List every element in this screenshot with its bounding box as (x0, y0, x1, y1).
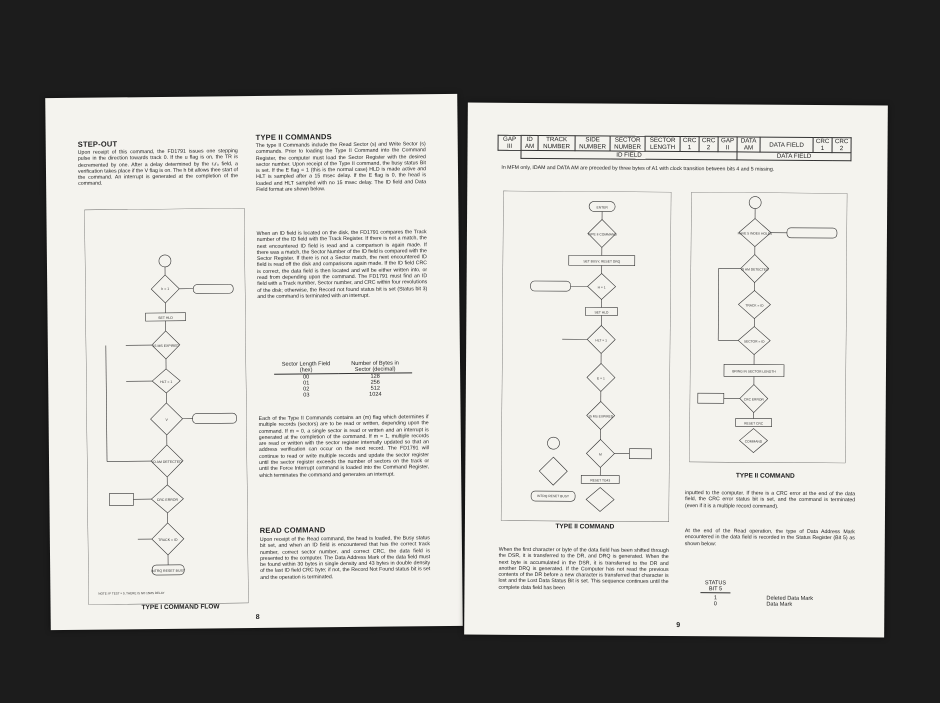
mfm-note: In MFM only, IDAM and DATA AM are preceded by three bytes of A1 with clock transition between bits 4 and 5 missing. (501, 164, 775, 173)
format-cell: GAP II (718, 137, 737, 152)
manual-page-9 (464, 103, 888, 638)
svg-text:INTRQ RESET BUSY: INTRQ RESET BUSY (151, 568, 186, 574)
svg-text:BRING IN SECTOR LENGTH: BRING IN SECTOR LENGTH (732, 369, 776, 374)
type2-caption-right: TYPE II COMMAND (735, 472, 795, 480)
format-cell: DATA AM (737, 137, 760, 152)
format-cell: TRACK NUMBER (538, 136, 575, 151)
format-cell: CRC 2 (832, 138, 851, 153)
svg-text:INTRQ RESET BUSY: INTRQ RESET BUSY (537, 494, 570, 499)
sector-length-cell: 00 (303, 374, 310, 381)
bytes-cell: 256 (370, 379, 380, 386)
sector-length-cell: 02 (303, 386, 310, 393)
id-field-label: ID FIELD (521, 150, 737, 160)
type2-flowchart-left (501, 191, 671, 522)
stepout-heading: STEP-OUT (77, 139, 118, 149)
format-cell: GAP III (498, 135, 521, 150)
bytes-header: Number of Bytes in Sector (decimal) (338, 360, 412, 373)
status-meaning: Data Mark (766, 601, 793, 608)
status-value: 1 (713, 595, 717, 602)
status-value: 0 (713, 601, 717, 608)
manual-page-8 (45, 94, 463, 630)
format-cell: SECTOR NUMBER (610, 136, 645, 151)
svg-text:SET HLD: SET HLD (594, 310, 609, 315)
type2-caption-left: TYPE II COMMAND (555, 523, 615, 531)
type2-para-3: Each of the Type II Commands contains an (m) flag which determines if multiple records (sectors) are to be read or written, depending upon the command. If m = 0, a single sector is read or written and an interrupt is generated at the completion of the command. If m = 1, multiple records are read or written with the sector register internally updated so that an address verification can occur on the next record. The FD1791 will continue to read or write multiple records and update the sector register until the sector register exceeds the number of sectors on the track or until the Force Interrupt command is loaded into the Command Register, which terminates the command and generates an interrupt. (258, 414, 430, 479)
format-cell: CRC 1 (813, 137, 832, 152)
svg-text:TRACK = ID: TRACK = ID (158, 537, 178, 543)
flow-caption: TYPE I COMMAND FLOW (141, 603, 220, 612)
svg-text:NOTE: IF TEST = 0, THERE IS NO: NOTE: IF TEST = 0, THERE IS NO 15MS DELAY (98, 590, 165, 596)
read-body-left: When the first character or byte of the data field has been shifted through the DSR, it is transferred to the DR, and DRQ is generated. When the next byte is accumulated in the DSR, it is transferred to the DR and another DRQ is generated. If the Computer has not read the previous contents of the DR before a new character is transferred that character is lost and the Lost Data Status Bit is set. This sequence continues until the complete data field has been (498, 546, 669, 592)
svg-text:CRC ERROR: CRC ERROR (156, 497, 179, 503)
format-cell: CRC 1 (680, 137, 699, 152)
svg-text:CRC ERROR: CRC ERROR (743, 397, 764, 402)
read-body-right-2: At the end of the Read operation, the type of Data Address Mark encountered in the data field is recorded in the Status Register (Bit 5) as shown below: (684, 528, 855, 547)
svg-text:V: V (165, 417, 168, 422)
sector-length-header: Sector Length Field (hex) (274, 361, 338, 374)
status-bit5-table (700, 580, 850, 608)
svg-text:SECTOR = ID: SECTOR = ID (743, 339, 765, 344)
sector-length-cell: 03 (303, 392, 310, 399)
format-cell: SIDE NUMBER (575, 136, 610, 151)
status-header: STATUS BIT 5 (700, 580, 730, 593)
svg-text:COMMAND: COMMAND (744, 439, 763, 444)
type2-para-2: When an ID field is located on the disk, the FD1791 compares the Track number of the ID field with the Track Register. If there is not a match, the next encountered ID field is read and a comparison is again made. If there was a match, the Sector Number of the ID field is compared with the Sector Register. If there is not a Sector match, the next encountered ID field is read off the disk and comparisons again made. If the ID field CRC is correct, the data field is then located and will be either written into, or read from depending upon the command. The FD1791 must find an ID field with a Track number, Sector number, and CRC within four revolutions of the disk; otherwise, the Record not found status bit is set (Status bit 3) and the command is terminated with an interrupt. (256, 229, 428, 300)
page-number: 9 (676, 622, 681, 630)
stepout-text: Upon receipt of this command, the FD1791 issues one stepping pulse in the direction towards track 0. If the u flag is on, the TR is decremented by one. After a delay determined by the r₁r₀ field, a verification takes place if the V flag is on. The h bit allows thee start of the command. An interrupt is generated at the completion of the command. (77, 148, 239, 188)
read-command-heading: READ COMMAND (259, 525, 326, 535)
svg-text:RESET CRC: RESET CRC (744, 421, 764, 426)
type1-flowchart (84, 208, 248, 605)
format-cell: ID AM (521, 135, 538, 150)
sector-length-cell: 01 (303, 380, 310, 387)
svg-text:SET HLD: SET HLD (158, 315, 173, 321)
svg-text:ENTER: ENTER (596, 205, 608, 210)
svg-text:HLT = 1: HLT = 1 (595, 338, 607, 343)
svg-text:HLT = 1: HLT = 1 (160, 379, 173, 384)
bytes-cell: 128 (370, 373, 380, 380)
svg-text:H = 1: H = 1 (597, 285, 606, 290)
svg-text:RESET TG43: RESET TG43 (590, 478, 611, 483)
read-command-text: Upon receipt of the Read command, the head is loaded, the Busy status bit set, and when an ID field is encountered that has the correct track number, correct sector number, and correct CRC, the data field is presented to the computer. The Data Address Mark of the data field must be found within 30 bytes in single density and 43 bytes in double density of the last ID field CRC byte; if not, the Record Not Found status bit is set and the operation is terminated. (259, 535, 431, 581)
svg-text:ID AM DETECTED: ID AM DETECTED (152, 459, 182, 465)
bytes-cell: 512 (370, 385, 380, 392)
svg-text:15 MS EXPIRED: 15 MS EXPIRED (152, 343, 180, 349)
svg-text:E = 1: E = 1 (597, 376, 605, 381)
read-body-right-1: inputted to the computer. If there is a CRC error at the end of the data field, the CRC error status bit is set, and the command is terminated (even if it is a multiple record command). (685, 490, 856, 510)
page-number: 8 (255, 613, 260, 621)
bytes-cell: 1024 (369, 391, 382, 398)
svg-text:TRACK = ID: TRACK = ID (745, 303, 764, 308)
svg-text:15 MS EXPIRED: 15 MS EXPIRED (588, 414, 614, 419)
svg-text:SET BUSY, RESET DRQ: SET BUSY, RESET DRQ (583, 259, 621, 264)
svg-text:ID AM DETECTED: ID AM DETECTED (740, 267, 769, 272)
id-data-field-format-table (497, 135, 851, 161)
type2-flowchart-right (689, 192, 847, 463)
status-meaning: Deleted Data Mark (766, 595, 814, 602)
type2-heading: TYPE II COMMANDS (255, 132, 332, 142)
format-cell: DATA FIELD (760, 137, 813, 152)
format-cell: CRC 2 (699, 137, 718, 152)
svg-text:M: M (599, 452, 602, 457)
format-cell: SECTOR LENGTH (645, 136, 680, 151)
svg-text:HAVE 5 INDEX HOLES: HAVE 5 INDEX HOLES (737, 231, 773, 236)
sector-length-table (274, 360, 412, 398)
data-field-label: DATA FIELD (737, 152, 851, 161)
svg-text:TYPE II COMMAND: TYPE II COMMAND (587, 232, 617, 237)
svg-text:h = 1: h = 1 (161, 286, 170, 291)
type2-para-1: The type II Commands include the Read Sector (s) and Write Sector (s) commands. Prior to loading the Type II Command into the Command Register, the computer must load the Sector Register with the desired sector number. Upon receipt of the Type II command, the busy status Bit is set. If the E flag = 1 (this is the normal case) HLD is made active and HLT is sampled after a 15 msec delay. If the E flag is 0, the head is loaded and HLT sampled with no 15 msec delay. The ID field and Data Field format are shown below. (255, 141, 427, 194)
